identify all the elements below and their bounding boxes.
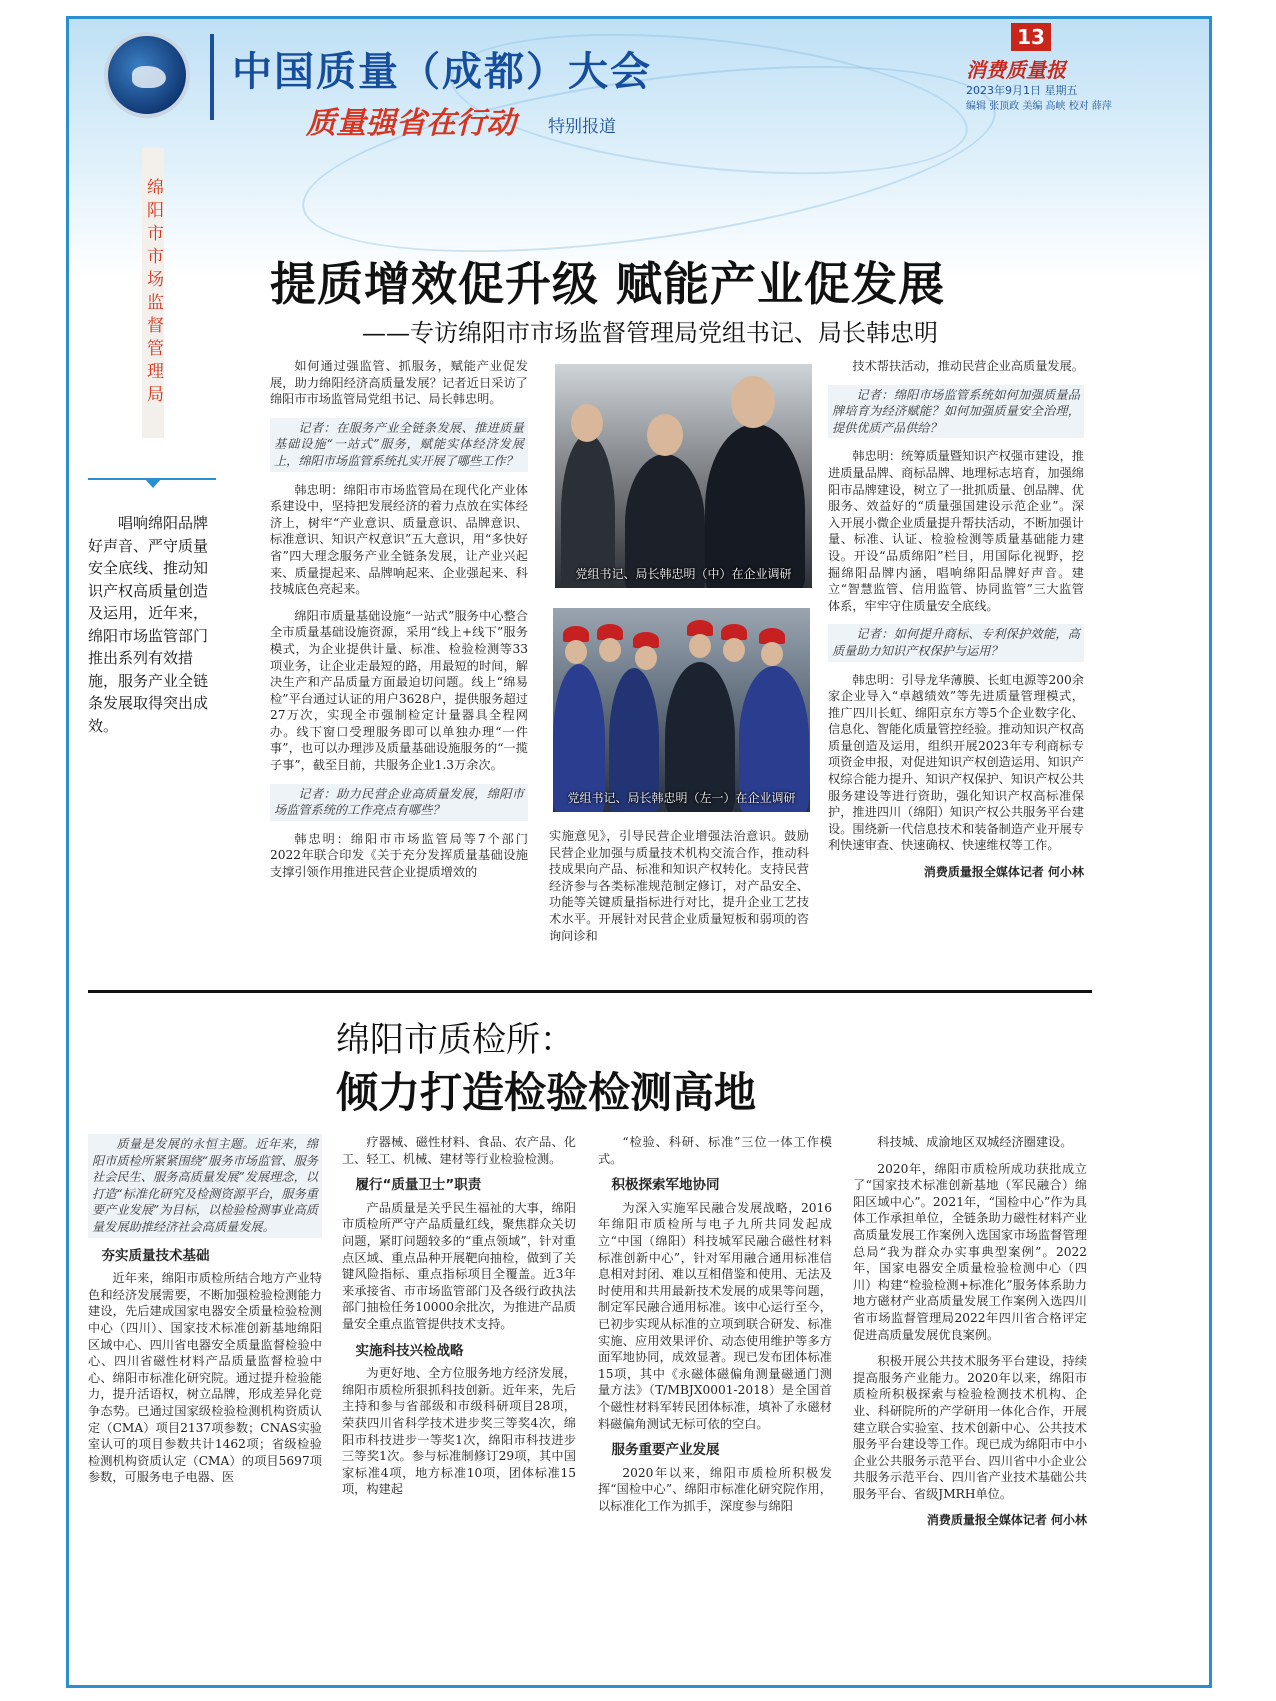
photo1-caption: 党组书记、局长韩忠明（中）在企业调研	[575, 567, 792, 581]
article1-column-2	[549, 828, 809, 954]
body-paragraph: “检验、科研、标准”三位一体工作模式。	[598, 1135, 832, 1166]
slogan: 质量强省在行动	[306, 106, 516, 141]
section-subheading: 履行“质量卫士”职责	[355, 1177, 482, 1194]
section-subheading: 积极探索军地协同	[611, 1177, 720, 1194]
article2-title-line2: 倾力打造检验检测高地	[336, 1068, 757, 1117]
article1-subheadline: ——专访绵阳市市场监督管理局党组书记、局长韩忠明	[362, 319, 938, 347]
article1-column-1	[270, 358, 528, 891]
article1-col2-text: 实施意见》，引导民营企业增强法治意识。鼓励民营企业加强与质量技术机构交流合作，推动科技成果向产品、标准和知识产权转化。支持民营经济参与各类标准规范制定修订，对产品安全、功能等关键质量指标进行对比，提升企业工艺技术水平。开展针对民营企业质量短板和弱项的咨询问诊和	[549, 829, 809, 943]
photo2-caption: 党组书记、局长韩忠明（左一）在企业调研	[567, 791, 796, 805]
section-divider	[88, 990, 1092, 993]
body-paragraph: 技术帮扶活动，推动民营企业高质量发展。	[852, 359, 1084, 373]
interview-question: 记者：绵阳市场监管系统如何加强质量品牌培育为经济赋能？如何加强质量安全治理，提供优质产品供给？	[828, 385, 1084, 439]
photo-officials-visit	[555, 364, 812, 588]
article2-column-1	[88, 1134, 322, 1496]
special-report-label: 特别报道	[548, 117, 616, 137]
body-paragraph: 韩忠明：绵阳市市场监管局等7个部门2022年联合印发《关于充分发挥质量基础设施支撑引领作用推进民营企业提质增效的	[270, 831, 528, 880]
title-divider	[210, 34, 214, 120]
body-paragraph: 韩忠明：统筹质量暨知识产权强市建设，推进质量品牌、商标品牌、地理标志培育，加强绵阳市品牌建设，树立了一批抓质量、创品牌、优服务、效益好的“质量强国建设示范企业”。深入开展小微企业质量提升帮扶活动，不断加强计量、标准、认证、检验检测等质量基础能力建设。开设“品质绵阳”栏目，用国际化视野，挖掘绵阳品牌内涵，唱响绵阳品牌好声音。建立“智慧监管、信用监管、协同监管”三大监管体系，牢牢守住质量安全底线。	[828, 449, 1084, 613]
section-subheading: 夯实质量技术基础	[101, 1247, 210, 1264]
sidebar-text: 唱响绵阳品牌好声音、严守质量安全底线、推动知识产权高质量创造及运用，近年来，绵阳市场监管部门推出系列有效措施，服务产业全链条发展取得突出成效。	[88, 514, 209, 735]
page-number: 13	[1011, 23, 1051, 51]
article2-title-line1: 绵阳市质检所：	[336, 1020, 574, 1060]
body-paragraph: 韩忠明：绵阳市市场监管局在现代化产业体系建设中，坚持把发展经济的着力点放在实体经济上，树牢“产业意识、质量意识、品牌意识、标准意识、知识产权意识”五大意识，用“多快好省”四大理念服务产业全链条发展，让产业兴起来、质量提起来、品牌响起来、企业强起来、科技城底色亮起来。	[270, 482, 528, 597]
article2-column-2	[342, 1134, 576, 1508]
article2-column-4	[853, 1134, 1087, 1529]
byline: 消费质量报全媒体记者 何小林	[926, 1513, 1087, 1528]
issue-date: 2023年9月1日 星期五	[966, 84, 1078, 97]
section-subheading: 实施科技兴检战略	[355, 1342, 464, 1359]
article2-column-3	[598, 1134, 832, 1524]
lead-paragraph: 质量是发展的永恒主题。近年来，绵阳市质检所紧紧围绕“服务市场监管、服务社会民生、服务高质量发展”发展理念，以打造“标准化研究及检测资源平台，服务重要产业发展”为目标，以检验检测事业高质量发展助推经济社会高质量发展。	[88, 1134, 322, 1238]
body-paragraph: 产品质量是关乎民生福祉的大事，绵阳市质检所严守产品质量红线，聚焦群众关切问题，紧盯问题较多的“重点领域”，针对重点区域、重点品种开展靶向抽检，做到了关键风险指标、重点指标项目全覆盖。近3年来承接省、市市场监管部门及各级行政执法部门抽检任务10000余批次，为推进产品质量安全重点监管提供技术支持。	[342, 1200, 576, 1331]
sidebar-summary	[88, 478, 216, 738]
interview-question: 记者：在服务产业全链条发展、推进质量基础设施“一站式”服务，赋能实体经济发展上，绵阳市场监管系统扎实开展了哪些工作？	[270, 418, 528, 472]
body-paragraph: 2020年以来，绵阳市质检所积极发挥“国检中心”、绵阳市标准化研究院作用，以标准化工作为抓手，深度参与绵阳	[598, 1465, 832, 1513]
byline: 消费质量报全媒体记者 何小林	[923, 865, 1084, 880]
section-subheading: 服务重要产业发展	[611, 1442, 720, 1459]
conference-title: 中国质量（成都）大会	[232, 49, 652, 95]
body-paragraph: 韩忠明：引导龙华薄膜、长虹电源等200余家企业导入“卓越绩效”等先进质量管理模式，推广四川长虹、绵阳京东方等5个企业数字化、信息化、智能化质量管控经验。推动知识产权高质量创造及运用，组织开展2023年专利商标专项资金申报，对促进知识产权创造运用、知识产权综合能力提升、知识产权保护、知识产权公共服务建设等进行资助，强化知识产权高标准保护，推进四川（绵阳）知识产权公共服务平台建设。围绕新一代信息技术和装备制造产业开展专利快速审查、快速确权、快速维权等工作。	[828, 672, 1084, 853]
interview-question: 记者：如何提升商标、专利保护效能，高质量助力知识产权保护与运用？	[828, 624, 1084, 661]
interview-question: 记者：助力民营企业高质量发展，绵阳市场监管系统的工作亮点有哪些？	[270, 784, 528, 821]
body-paragraph: 2020年，绵阳市质检所成功获批成立了“国家技术标准创新基地（军民融合）绵阳区域中心”。2021年，“国检中心”作为具体工作承担单位，全链条助力磁性材料产业高质量发展工作案例入选国家市场监督管理总局“我为群众办实事典型案例”。2022年，国家电器安全质量检验检测中心（四川）构建“检验检测+标准化”服务体系助力地方磁材产业高质量发展工作案例入选四川省市场监督管理局2022年四川省合格评定促进高质量发展优良案例。	[853, 1161, 1087, 1342]
paper-name: 消费质量报	[966, 58, 1066, 82]
body-paragraph: 近年来，绵阳市质检所结合地方产业特色和经济发展需要，不断加强检验检测能力建设，先后建成国家电器安全质量检验检测中心（四川）、国家技术标准创新基地绵阳区域中心、四川省电器安全质量监督检验中心、四川省磁性材料产品质量监督检验中心、绵阳市标准化研究院。通过提升检验能力，提升活语权，树立品牌，形成差异化竞争态势。已通过国家级检验检测机构资质认定（CMA）项目2137项参数；CNAS实验室认可的项目参数共计1462项；省级检验检测机构资质认定（CMA）的项目5697项参数，可服务电子电器、医	[88, 1271, 322, 1485]
photo-factory-visit	[553, 608, 810, 812]
article1-headline: 提质增效促升级 赋能产业促发展	[270, 257, 946, 311]
body-paragraph: 绵阳市质量基础设施“一站式”服务中心整合全市质量基础设施资源，采用“线上+线下”服务模式，为企业提供计量、标准、检验检测等33项业务，让企业走最短的路，用最短的时间，解决生产和产品质量方面最迫切问题。线上“绵易检”平台通过认证的用户3628户，提供服务超过27万次，实现全市强制检定计量器具全程网办。线下窗口受理服务即可以单独办理“一件事”，也可以办理涉及质量基础设施服务的“一揽子事”，截至目前，共服务企业1.3万余次。	[270, 608, 528, 773]
body-paragraph: 积极开展公共技术服务平台建设，持续提高服务产业能力。2020年以来，绵阳市质检所积极探索与检验检测技术机构、企业、科研院所的产学研用一体化合作，开展建立联合实验室、技术创新中心、公共技术服务平台建设等工作。现已成为绵阳市中小企业公共服务示范平台、四川省中小企业公共服务示范平台、四川省产业技术基础公共服务平台、省级JMRH单位。	[853, 1354, 1087, 1501]
vertical-organization-label: 绵阳市市场监督管理局	[142, 148, 164, 438]
globe-logo-icon	[104, 32, 190, 118]
editors-line: 编辑 张顶政 美编 高峡 校对 薛萍	[966, 101, 1112, 112]
article1-column-3	[828, 358, 1084, 881]
body-paragraph: 如何通过强监管、抓服务，赋能产业促发展，助力绵阳经济高质量发展？记者近日采访了绵阳市市场监管局党组书记、局长韩忠明。	[270, 359, 528, 407]
body-paragraph: 科技城、成渝地区双城经济圈建设。	[877, 1135, 1073, 1149]
body-paragraph: 疗器械、磁性材料、食品、农产品、化工、轻工、机械、建材等行业检验检测。	[342, 1135, 576, 1166]
body-paragraph: 为深入实施军民融合发展战略，2016年绵阳市质检所与电子九所共同发起成立“中国（绵阳）科技城军民融合磁性材料标准创新中心”，针对军用融合通用标准信息相对封闭、难以互相借鉴和使用、无法及时使用和共用最新技术发展的成果等问题，制定军民融合通用标准。该中心运行至今，已初步实现从标准的立项到联合研发、标准实施、应用效果评价、动态使用维护等多方面军地协同，成效显著。现已发布团体标准15项，其中《永磁体磁偏角测量磁通门测量方法》（T/MBJX0001-2018）是全国首个磁性材料军转民团体标准，填补了永磁材料磁偏角测试无标可依的空白。	[598, 1200, 832, 1431]
sidebar-notch	[144, 478, 162, 488]
body-paragraph: 为更好地、全方位服务地方经济发展，绵阳市质检所狠抓科技创新。近年来，先后主持和参与省部级和市级科研项目28项，荣获四川省科学技术进步奖三等奖4次，绵阳市科技进步一等奖1次，绵阳市科技进步三等奖1次。参与标准制修订29项，其中国家标准4项，地方标准10项，团体标准15项，构建起	[342, 1366, 576, 1497]
